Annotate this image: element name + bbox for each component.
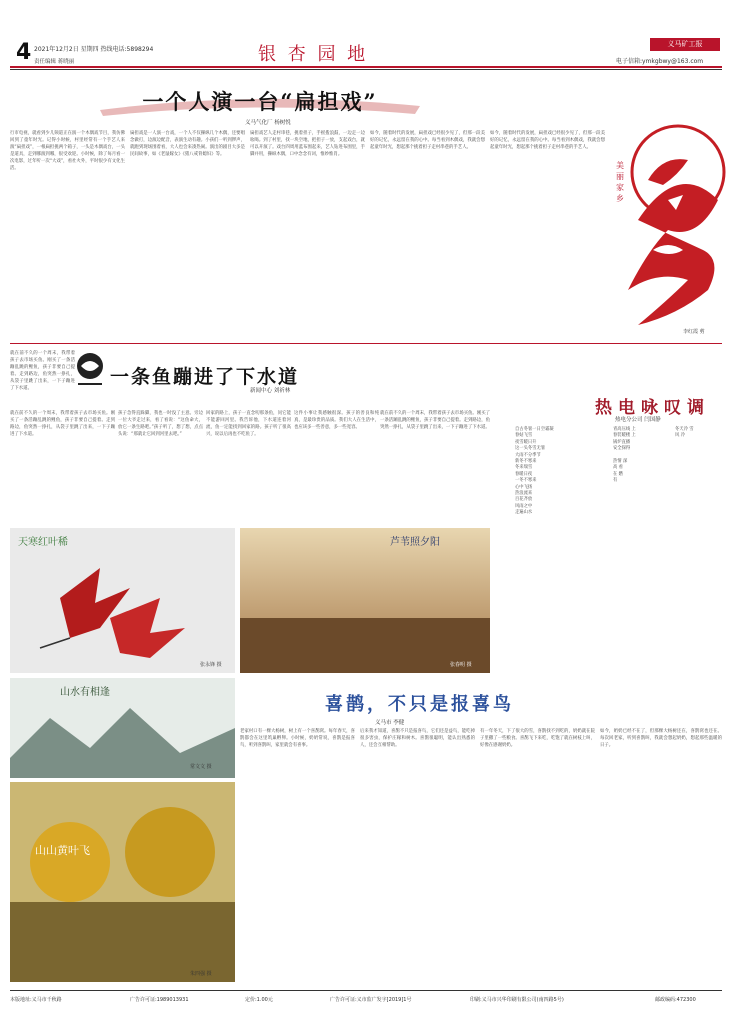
article1-col2: 扁担戏是一人演一台戏，一个人不仅操纵几个木偶，还要唱念做打，边演边配音，表演生动有趣。小孩们一听到锣声，就跑到现场围着看，大人也会来凑热闹。演出的剧目大多是民间故事，如《老鼠嫁女》《猪八戒背媳妇》等。 (130, 131, 245, 158)
article3-col4: 如今，奶奶已经不在了，但那棵大杨树还在，喜鹊窝也还在。每次回老家，听到喜鹊叫，我就会想起奶奶，想起那些温暖的日子。 (600, 729, 722, 749)
article2-title: 一条鱼蹦进了下水道 (110, 366, 300, 388)
papercut-caption: 美丽家乡 (616, 161, 624, 203)
article1-title: 一个人演一台“扁担戏” (142, 89, 378, 114)
footer-rule (10, 990, 722, 991)
article3-title: 喜鹊，不只是报喜鸟 (325, 694, 514, 715)
photo1-title: 天寒红叶稀 (18, 537, 68, 548)
photo-mountains (10, 678, 235, 778)
page-number: 4 (16, 40, 32, 65)
footer-ad-permit: 广告许可证:义市监广发字[2019]1号 (330, 997, 412, 1003)
article2-col5: 就在前不久的一个周末，我带着孩子去市场买鱼。刚买了一条活蹦乱跳的鲤鱼，孩子非要自己提着。走到路边，鱼突然一挣扎，从袋子里跳了出来，一下子蹦进了下水道。 (380, 411, 490, 431)
article2-col0: 就在前不久的一个周末，我带着孩子去市场买鱼。刚买了一条活蹦乱跳的鲤鱼，孩子非要自己提着。走到路边，鱼突然一挣扎，从袋子里跳了出来，一下子蹦进了下水道。 (10, 351, 75, 392)
photo2-credit: 张春明 摄 (450, 662, 472, 668)
article3-byline: 义马市 李健 (375, 720, 405, 726)
article3-col1: 老家村口有一棵大杨树，树上有一个喜鹊窝。每年春天，喜鹊都会在这里筑巢孵卵。小时候，奶奶常说，喜鹊是报喜鸟，听到喜鹊叫，家里就会有喜事。 (240, 729, 355, 749)
article2-byline: 新闻中心 刘祈林 (250, 388, 291, 394)
photo4-title: 山山黄叶飞 (35, 844, 90, 857)
papercut-artwork (608, 100, 726, 340)
papercut-signature: 李红霞 剪 (683, 329, 705, 335)
photo3-title: 山水有相逢 (60, 687, 110, 698)
photo-reeds (240, 528, 490, 673)
footer-price: 定价:1.00元 (245, 997, 273, 1003)
article1-col1: 行市电视，就看到少儿频道正在演一个木偶戏节目，我仿佛回到了童年时光。记得小时候，村里经常有一个手艺人来演“扁担戏”，一根扁担挑两个箱子，一头是木偶戏台，一头是道具，走到哪演到哪，很受欢迎。小时候，除了每月看一次电影，过年听一次“大戏”，看社火外，平时很少有文化生活。 (10, 131, 125, 172)
page-title: 银 杏 园 地 (258, 44, 369, 65)
date-line: 2021年12月2日 星期四 热线电话:5898294 (34, 46, 154, 53)
autumn-tree-icon (10, 782, 235, 982)
poem-col1: 自古冬暑一日空霜凝 春姑飞雪 夜雪暖日升 这一头冬雪无暑 大雨不分季节 新冬不寒来 冬来瑞雪 春暖日夜 一冬不寒来 心中飞扬 热浪流来 百花齐放 风雨之中 走遍山水 (515, 427, 554, 516)
footer-license: 广告许可证:1989013931 (130, 997, 189, 1003)
article3-col2: 后来我才知道，喜鹊不只是报喜鸟，它们还是益鸟，能吃掉很多害虫，保护庄稼和树木。喜鹊很聪明，能认出熟悉的人，还会互相帮助。 (360, 729, 475, 749)
article2-col2: 孩子急得直跺脚，我也一时没了主意。旁边一位大爷走过来，看了看说：“这鱼命大，放它一条生路吧。”孩子听了，想了想，点点头说：“那就让它回到河里去吧。” (118, 411, 203, 438)
editor-line: 责任编辑 蒋晓丽 (34, 59, 75, 65)
footer-address: 本版地址:义马市千秋路 (10, 997, 62, 1003)
photo3-credit: 常文文 摄 (190, 764, 212, 770)
photo1-credit: 张永锋 摄 (200, 662, 222, 668)
article1-col3: 扁担戏艺人走村串巷，挑着担子，手摇拨浪鼓，一边走一边吆喝。到了村里，找一块空地，把担子一放，支起戏台，就可以开演了。戏台四周用蓝布围起来，艺人钻进布围里，手脚并用，操纵木偶，口中念念有词，惟妙惟肖。 (250, 131, 365, 158)
article1-col4: 如今，随着时代的发展，扁担戏已经很少见了，但那一段美好的记忆，永远留在我的心中。每当看到木偶戏，我就会想起童年时光，想起那个挑着担子走村串巷的手艺人。 (370, 131, 485, 151)
footer-postcode: 邮政编码:472300 (655, 997, 696, 1003)
papercut-phoenix-icon (608, 100, 726, 340)
article2-col1: 就在前不久的一个周末，我带着孩子去市场买鱼。刚买了一条活蹦乱跳的鲤鱼，孩子非要自己提着。走到路边，鱼突然一挣扎，从袋子里跳了出来，一下子蹦进了下水道。 (10, 411, 115, 438)
article1-byline: 义马气化厂 杨树悦 (245, 120, 291, 126)
article1-title-box (95, 84, 425, 118)
photo4-credit: 朱四强 摄 (190, 971, 212, 977)
poem-section (495, 375, 725, 630)
article2-col4: 这件小事让我感触很深。孩子的善良和纯真，是最珍贵的品质。我们大人在生活中，也应该多一些善意，多一些宽容。 (294, 411, 379, 431)
red-leaf-icon (10, 528, 235, 673)
brand-badge: 义马矿工报 (650, 38, 720, 51)
poem-title: 热电咏叹调 (595, 398, 710, 418)
poem-col3: 冬天冷 雪 风 冷 (675, 427, 694, 439)
article3-col3: 有一年冬天，下了很大的雪，喜鹊找不到吃的，奶奶就在院子里撒了一些粮食。喜鹊飞下来吃，吃饱了就在树枝上叫，好像在感谢奶奶。 (480, 729, 595, 749)
divider-1 (10, 343, 722, 344)
footer-printer: 印刷:义马市兴华印刷有限公司(南四路5号) (470, 997, 564, 1003)
fish-logo-icon (74, 350, 106, 396)
reeds-sunset-icon (240, 528, 490, 673)
header-rule (10, 66, 722, 68)
poem-col2: 青高压线 上 春装暖楼 上 锅炉直播 安全探得 热情 深 高 看 在 燃 有 (613, 427, 636, 484)
photo-red-leaves (10, 528, 235, 673)
article2-logo (74, 350, 106, 396)
header-rule-thin (10, 69, 722, 70)
poem-byline: 热电分公司 闫国静 (615, 417, 661, 423)
article2-col3: 回家的路上，孩子一直念叨那条鱼，问它能不能游回河里。我告诉他，下水道连着河流，鱼一定能找到回家的路。孩子听了很高兴，说以后再也不吃鱼了。 (206, 411, 291, 438)
photo-yellow-trees (10, 782, 235, 982)
email-line: 电子信箱:ymkgbwy@163.com (616, 58, 704, 65)
photo2-title: 芦苇照夕阳 (390, 537, 440, 548)
article1-col5: 如今，随着时代的发展，扁担戏已经很少见了，但那一段美好的记忆，永远留在我的心中。每当看到木偶戏，我就会想起童年时光，想起那个挑着担子走村串巷的手艺人。 (490, 131, 605, 151)
